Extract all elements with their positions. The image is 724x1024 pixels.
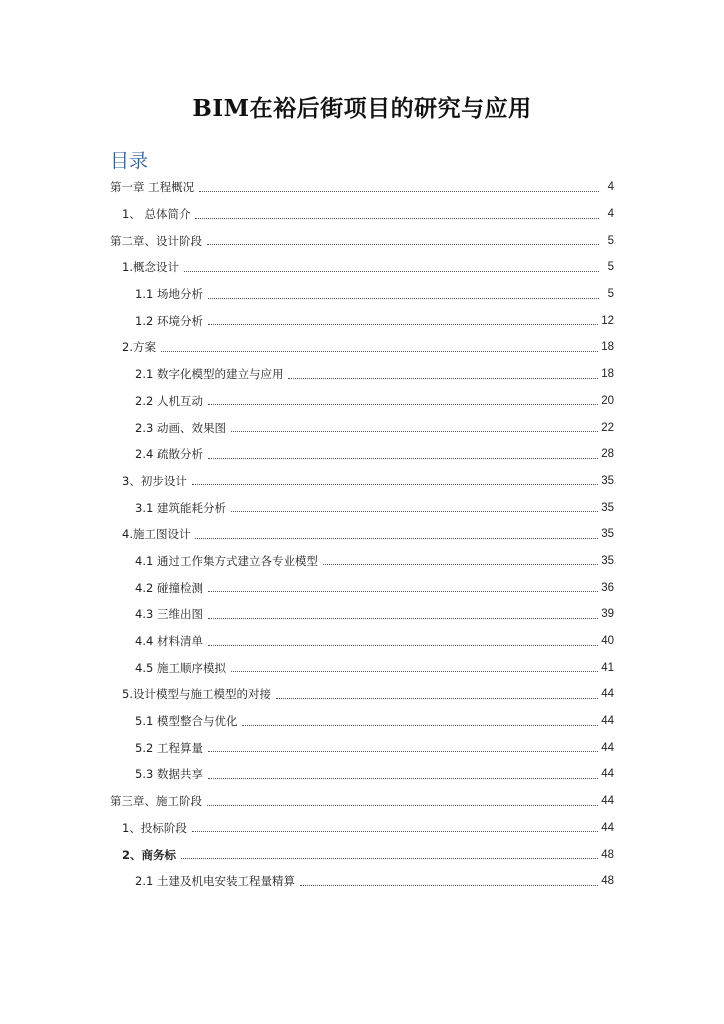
toc-entry-label: 4.5 施工顺序模拟	[110, 660, 228, 676]
toc-entry[interactable]	[110, 574, 614, 601]
toc-entry[interactable]	[110, 307, 614, 334]
toc-entry-label: 1、投标阶段	[110, 820, 189, 836]
toc-page-number: 35	[601, 528, 614, 541]
toc-dot-leader	[207, 805, 598, 806]
toc-dot-leader	[208, 404, 598, 405]
toc-page-number: 48	[601, 875, 614, 888]
toc-dot-leader	[288, 378, 598, 379]
toc-entry-label: 5.2 工程算量	[110, 740, 205, 756]
toc-page-number: 4	[607, 181, 614, 194]
toc-dot-leader	[300, 885, 598, 886]
toc-dot-leader	[199, 191, 599, 192]
toc-entry-label: 3.1 建筑能耗分析	[110, 500, 228, 516]
toc-page-number: 18	[601, 368, 614, 381]
toc-entry-label: 4.2 碰撞检测	[110, 580, 205, 596]
toc-entry-label: 4.1 通过工作集方式建立各专业模型	[110, 553, 320, 569]
toc-page-number: 41	[601, 661, 614, 674]
toc-dot-leader	[231, 671, 598, 672]
toc-dot-leader	[208, 298, 599, 299]
toc-page-number: 5	[607, 234, 614, 247]
toc-entry-label: 4.施工图设计	[110, 526, 192, 542]
toc-page-number: 22	[601, 421, 614, 434]
toc-dot-leader	[208, 458, 598, 459]
toc-entry[interactable]	[110, 628, 614, 655]
toc-entry[interactable]	[110, 414, 614, 441]
toc-entry[interactable]	[110, 361, 614, 388]
toc-entry[interactable]	[110, 734, 614, 761]
toc-page-number: 44	[601, 688, 614, 701]
toc-dot-leader	[208, 591, 598, 592]
toc-entry[interactable]	[110, 494, 614, 521]
toc-dot-leader	[231, 511, 598, 512]
toc-dot-leader	[181, 858, 598, 859]
toc-entry-label: 第三章、施工阶段	[110, 794, 202, 809]
toc-entry[interactable]	[110, 227, 614, 254]
toc-entry[interactable]	[110, 201, 614, 228]
toc-page-number: 40	[601, 635, 614, 648]
toc-entry[interactable]	[110, 174, 614, 201]
table-of-contents	[110, 174, 614, 895]
toc-entry-label: 1.概念设计	[110, 259, 181, 275]
toc-entry-label: 3、初步设计	[110, 473, 189, 489]
toc-page-number: 18	[601, 341, 614, 354]
toc-entry-label: 2.1 土建及机电安装工程量精算	[110, 873, 297, 889]
toc-dot-leader	[192, 484, 598, 485]
toc-page-number: 44	[601, 795, 614, 808]
toc-entry[interactable]	[110, 681, 614, 708]
toc-dot-leader	[195, 218, 599, 219]
toc-entry-label: 第一章 工程概况	[110, 180, 195, 195]
toc-page-number: 44	[601, 821, 614, 834]
toc-entry-label: 4.3 三维出图	[110, 606, 205, 622]
toc-page-number: 44	[601, 768, 614, 781]
toc-entry[interactable]	[110, 761, 614, 788]
toc-page-number: 35	[601, 554, 614, 567]
toc-entry-label: 2.1 数字化模型的建立与应用	[110, 366, 285, 382]
document-title: BIM在裕后街项目的研究与应用	[192, 95, 532, 122]
toc-page-number: 5	[607, 261, 614, 274]
toc-entry[interactable]	[110, 868, 614, 895]
toc-entry[interactable]	[110, 281, 614, 308]
toc-entry[interactable]	[110, 815, 614, 842]
toc-page-number: 48	[601, 848, 614, 861]
toc-dot-leader	[192, 831, 598, 832]
toc-dot-leader	[208, 645, 598, 646]
toc-page-number: 35	[601, 501, 614, 514]
toc-entry-label: 5.3 数据共享	[110, 766, 205, 782]
toc-entry[interactable]	[110, 441, 614, 468]
toc-entry-label: 1.2 环境分析	[110, 313, 205, 329]
toc-entry[interactable]	[110, 521, 614, 548]
toc-entry[interactable]	[110, 841, 614, 868]
toc-dot-leader	[323, 564, 598, 565]
toc-dot-leader	[208, 324, 598, 325]
toc-dot-leader	[276, 698, 598, 699]
toc-entry[interactable]	[110, 788, 614, 815]
toc-entry-label: 4.4 材料清单	[110, 633, 205, 649]
toc-entry[interactable]	[110, 388, 614, 415]
toc-page-number: 12	[601, 314, 614, 327]
toc-dot-leader	[208, 778, 598, 779]
toc-dot-leader	[242, 725, 598, 726]
toc-page-number: 44	[601, 741, 614, 754]
toc-page-number: 28	[601, 448, 614, 461]
toc-dot-leader	[207, 244, 599, 245]
toc-dot-leader	[161, 351, 598, 352]
toc-dot-leader	[184, 271, 599, 272]
toc-entry[interactable]	[110, 548, 614, 575]
toc-heading: 目录	[110, 150, 149, 172]
toc-entry-label: 5.1 模型整合与优化	[110, 713, 239, 729]
toc-dot-leader	[208, 751, 598, 752]
toc-entry[interactable]	[110, 708, 614, 735]
toc-entry-label: 5.设计模型与施工模型的对接	[110, 686, 273, 702]
toc-entry-label: 1.1 场地分析	[110, 286, 205, 302]
toc-dot-leader	[231, 431, 598, 432]
toc-entry[interactable]	[110, 601, 614, 628]
toc-entry-label: 2.3 动画、效果图	[110, 420, 228, 436]
toc-dot-leader	[195, 538, 598, 539]
toc-entry[interactable]	[110, 468, 614, 495]
toc-page-number: 39	[601, 608, 614, 621]
toc-page-number: 35	[601, 474, 614, 487]
toc-dot-leader	[208, 618, 598, 619]
toc-entry-label: 1、 总体简介	[110, 206, 192, 222]
toc-entry[interactable]	[110, 654, 614, 681]
toc-entry-label: 第二章、设计阶段	[110, 233, 202, 248]
toc-page-number: 20	[601, 394, 614, 407]
toc-entry-label: 2.2 人机互动	[110, 393, 205, 409]
toc-entry-label: 2.方案	[110, 339, 158, 355]
toc-page-number: 5	[607, 288, 614, 301]
toc-page-number: 44	[601, 715, 614, 728]
toc-entry-label: 2、商务标	[110, 847, 178, 863]
toc-page-number: 4	[607, 208, 614, 221]
toc-entry[interactable]	[110, 334, 614, 361]
toc-page-number: 36	[601, 581, 614, 594]
toc-entry-label: 2.4 疏散分析	[110, 446, 205, 462]
toc-entry[interactable]	[110, 254, 614, 281]
